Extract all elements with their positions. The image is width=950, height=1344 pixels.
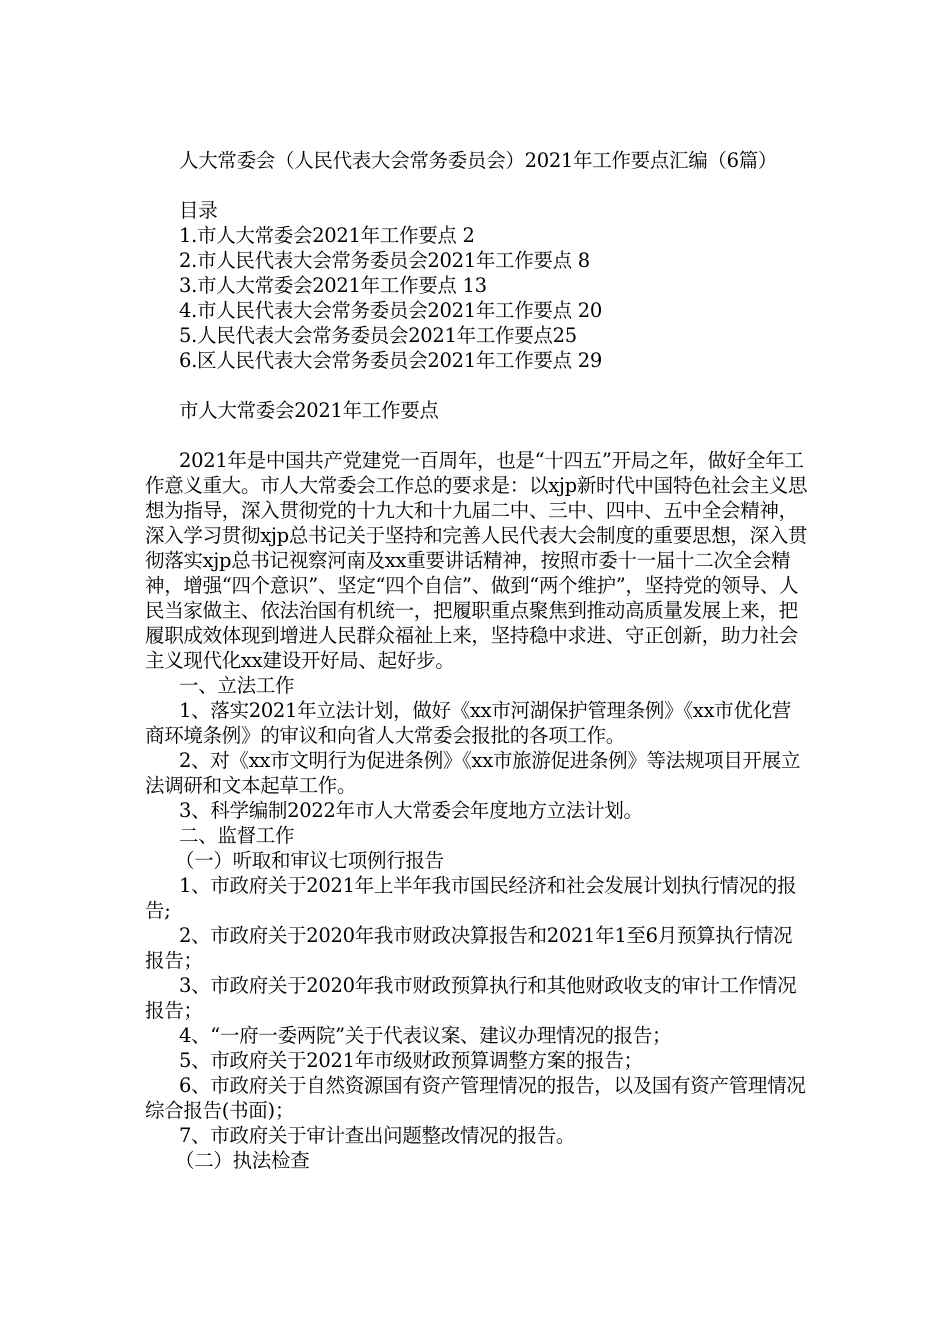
paragraph-legislation-1: 1、落实2021年立法计划，做好《xx市河湖保护管理条例》《xx市优化营商环境条例》的审议和向省人大常委会报批的各项工作。 — [145, 699, 791, 747]
subheading-law-enforcement: （二）执法检查 — [175, 1149, 310, 1172]
document-page — [145, 148, 810, 1173]
toc-item-3: 3.市人大常委会2021年工作要点 13 — [179, 274, 487, 297]
paragraph-legislation-3: 3、科学编制2022年市人大常委会年度地方立法计划。 — [179, 799, 643, 822]
paragraph-report-1: 1、市政府关于2021年上半年我市国民经济和社会发展计划执行情况的报告; — [145, 874, 797, 922]
document-title: 人大常委会（人民代表大会常务委员会）2021年工作要点汇编（6篇） — [179, 149, 778, 172]
toc-item-4: 4.市人民代表大会常务委员会2021年工作要点 20 — [179, 299, 602, 322]
toc-item-1: 1.市人大常委会2021年工作要点 2 — [179, 224, 475, 247]
subheading-reports: （一）听取和审议七项例行报告 — [175, 849, 444, 872]
heading-supervision: 二、监督工作 — [179, 824, 295, 847]
toc-heading: 目录 — [179, 199, 218, 222]
paragraph-report-6: 6、市政府关于自然资源国有资产管理情况的报告，以及国有资产管理情况综合报告(书面)； — [145, 1074, 806, 1122]
intro-paragraph: 2021年是中国共产党建党一百周年，也是“十四五”开局之年，做好全年工作意义重大。市人大常委会工作总的要求是：以xjp新时代中国特色社会主义思想为指导，深入贯彻党的十九大和十九届二中、三中、四中、五中全会精神，深入学习贯彻xjp总书记关于坚持和完善人民代表大会制度的重要思想，深入贯彻落实xjp总书记视察河南及xx重要讲话精神，按照市委十一届十二次全会精神，增强“四个意识”、坚定“四个自信”、做到“两个维护”，坚持党的领导、人民当家做主、依法治国有机统一，把履职重点聚焦到推动高质量发展上来，把履职成效体现到增进人民群众福祉上来，坚持稳中求进、守正创新，助力社会主义现代化xx建设开好局、起好步。 — [145, 449, 808, 672]
section-title: 市人大常委会2021年工作要点 — [179, 399, 439, 422]
paragraph-report-7: 7、市政府关于审计查出问题整改情况的报告。 — [179, 1124, 576, 1147]
paragraph-legislation-2: 2、对《xx市文明行为促进条例》《xx市旅游促进条例》等法规项目开展立法调研和文本起草工作。 — [145, 749, 801, 797]
paragraph-report-5: 5、市政府关于2021年市级财政预算调整方案的报告； — [179, 1049, 643, 1072]
toc-item-6: 6.区人民代表大会常务委员会2021年工作要点 29 — [179, 349, 602, 372]
heading-legislation: 一、立法工作 — [179, 674, 295, 697]
toc-item-2: 2.市人民代表大会常务委员会2021年工作要点 8 — [179, 249, 590, 272]
paragraph-report-3: 3、市政府关于2020年我市财政预算执行和其他财政收支的审计工作情况报告； — [145, 974, 797, 1022]
paragraph-report-4: 4、“一府一委两院”关于代表议案、建议办理情况的报告； — [179, 1024, 672, 1047]
paragraph-report-2: 2、市政府关于2020年我市财政决算报告和2021年1至6月预算执行情况报告； — [145, 924, 793, 972]
toc-item-5: 5.人民代表大会常务委员会2021年工作要点25 — [179, 324, 577, 347]
